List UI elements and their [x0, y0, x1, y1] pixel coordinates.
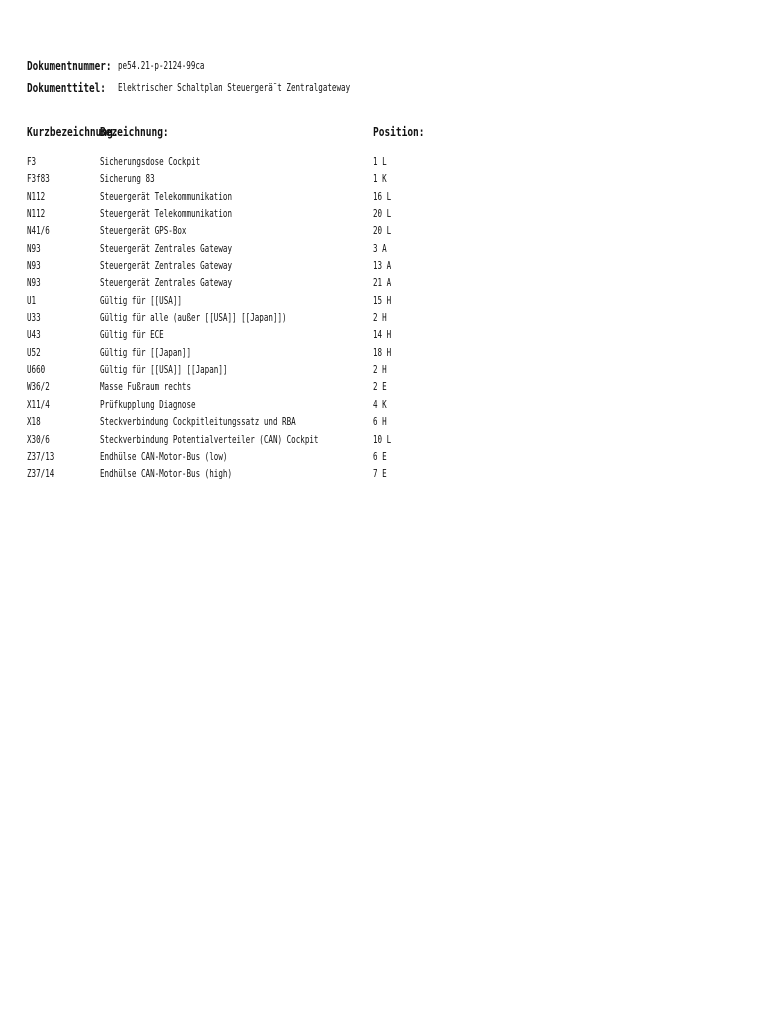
- row-position: 2 H: [373, 364, 387, 377]
- table-row: [27, 295, 747, 312]
- row-bezeichnung: Steuergerät Zentrales Gateway: [100, 242, 232, 255]
- row-bezeichnung: Endhülse CAN-Motor-Bus (high): [100, 468, 232, 481]
- table-row: [27, 381, 747, 398]
- row-kurzbezeichnung: F3f83: [27, 173, 50, 186]
- row-kurzbezeichnung: W36/2: [27, 381, 50, 394]
- document-number-value: pe54.21-p-2124-99ca: [118, 60, 205, 72]
- row-kurzbezeichnung: N112: [27, 208, 46, 221]
- table-row: [27, 468, 747, 485]
- table-row: [27, 399, 747, 416]
- row-kurzbezeichnung: N93: [27, 242, 41, 255]
- row-position: 1 L: [373, 156, 387, 168]
- row-position: 3 A: [373, 242, 387, 255]
- table-row: [27, 191, 747, 208]
- row-kurzbezeichnung: U52: [27, 346, 41, 359]
- header-position: Position:: [373, 124, 425, 139]
- row-bezeichnung: Steuergerät Telekommunikation: [100, 190, 232, 203]
- table-row: [27, 364, 747, 381]
- row-bezeichnung: Steuergerät GPS-Box: [100, 225, 187, 238]
- row-position: 4 K: [373, 398, 387, 411]
- row-kurzbezeichnung: X30/6: [27, 433, 50, 446]
- table-row: [27, 243, 747, 260]
- row-bezeichnung: Gültig für alle (außer [[USA]] [[Japan]]): [100, 312, 287, 325]
- row-position: 15 H: [373, 294, 392, 307]
- row-bezeichnung: Steuergerät Zentrales Gateway: [100, 260, 232, 273]
- row-position: 2 H: [373, 312, 387, 325]
- row-kurzbezeichnung: U1: [27, 294, 37, 307]
- row-kurzbezeichnung: X11/4: [27, 398, 50, 411]
- document-title-label: Dokumenttitel:: [27, 81, 106, 95]
- row-position: 13 A: [373, 260, 392, 273]
- row-position: 6 H: [373, 416, 387, 429]
- header-kurzbezeichnung: Kurzbezeichnung:: [27, 124, 119, 139]
- row-bezeichnung: Gültig für [[USA]]: [100, 294, 182, 307]
- document-number-label: Dokumentnummer:: [27, 59, 112, 73]
- table-header: [27, 124, 747, 140]
- row-kurzbezeichnung: N93: [27, 260, 41, 273]
- row-position: 6 E: [373, 450, 387, 463]
- row-position: 20 L: [373, 208, 392, 221]
- row-bezeichnung: Steuergerät Telekommunikation: [100, 208, 232, 221]
- row-bezeichnung: Steckverbindung Cockpitleitungssatz und RBA: [100, 416, 296, 429]
- row-position: 16 L: [373, 190, 392, 203]
- table-row: [27, 312, 747, 329]
- table-row: [27, 347, 747, 364]
- table-row: [27, 416, 747, 433]
- table-row: [27, 173, 747, 190]
- row-kurzbezeichnung: N41/6: [27, 225, 50, 238]
- row-kurzbezeichnung: U33: [27, 312, 41, 325]
- row-bezeichnung: Steckverbindung Potentialverteiler (CAN) Cockpit: [100, 433, 319, 446]
- table-row: [27, 434, 747, 451]
- row-kurzbezeichnung: N93: [27, 277, 41, 290]
- row-position: 2 E: [373, 381, 387, 394]
- row-bezeichnung: Gültig für ECE: [100, 329, 164, 342]
- row-kurzbezeichnung: U43: [27, 329, 41, 342]
- row-kurzbezeichnung: Z37/13: [27, 450, 55, 463]
- row-bezeichnung: Endhülse CAN-Motor-Bus (low): [100, 450, 228, 463]
- row-kurzbezeichnung: X18: [27, 416, 41, 429]
- row-kurzbezeichnung: U660: [27, 364, 46, 377]
- row-bezeichnung: Gültig für [[USA]] [[Japan]]: [100, 364, 228, 377]
- table-row: [27, 225, 747, 242]
- row-position: 14 H: [373, 329, 392, 342]
- row-bezeichnung: Prüfkupplung Diagnose: [100, 398, 196, 411]
- table-row: [27, 451, 747, 468]
- row-position: 7 E: [373, 468, 387, 481]
- row-bezeichnung: Sicherungsdose Cockpit: [100, 156, 201, 168]
- row-bezeichnung: Gültig für [[Japan]]: [100, 346, 192, 359]
- row-kurzbezeichnung: F3: [27, 156, 37, 168]
- table-row: [27, 208, 747, 225]
- row-bezeichnung: Sicherung 83: [100, 173, 155, 186]
- component-table: [27, 156, 747, 486]
- row-bezeichnung: Steuergerät Zentrales Gateway: [100, 277, 232, 290]
- row-kurzbezeichnung: Z37/14: [27, 468, 55, 481]
- row-bezeichnung: Masse Fußraum rechts: [100, 381, 192, 394]
- table-row: [27, 277, 747, 294]
- table-row: [27, 156, 747, 173]
- row-position: 18 H: [373, 346, 392, 359]
- header-bezeichnung: Bezeichnung:: [100, 124, 169, 139]
- table-row: [27, 260, 747, 277]
- row-position: 20 L: [373, 225, 392, 238]
- document-title-value: Elektrischer Schaltplan Steuergerä¨t Zentralgateway: [118, 82, 351, 94]
- table-row: [27, 329, 747, 346]
- row-kurzbezeichnung: N112: [27, 190, 46, 203]
- row-position: 10 L: [373, 433, 392, 446]
- row-position: 21 A: [373, 277, 392, 290]
- row-position: 1 K: [373, 173, 387, 186]
